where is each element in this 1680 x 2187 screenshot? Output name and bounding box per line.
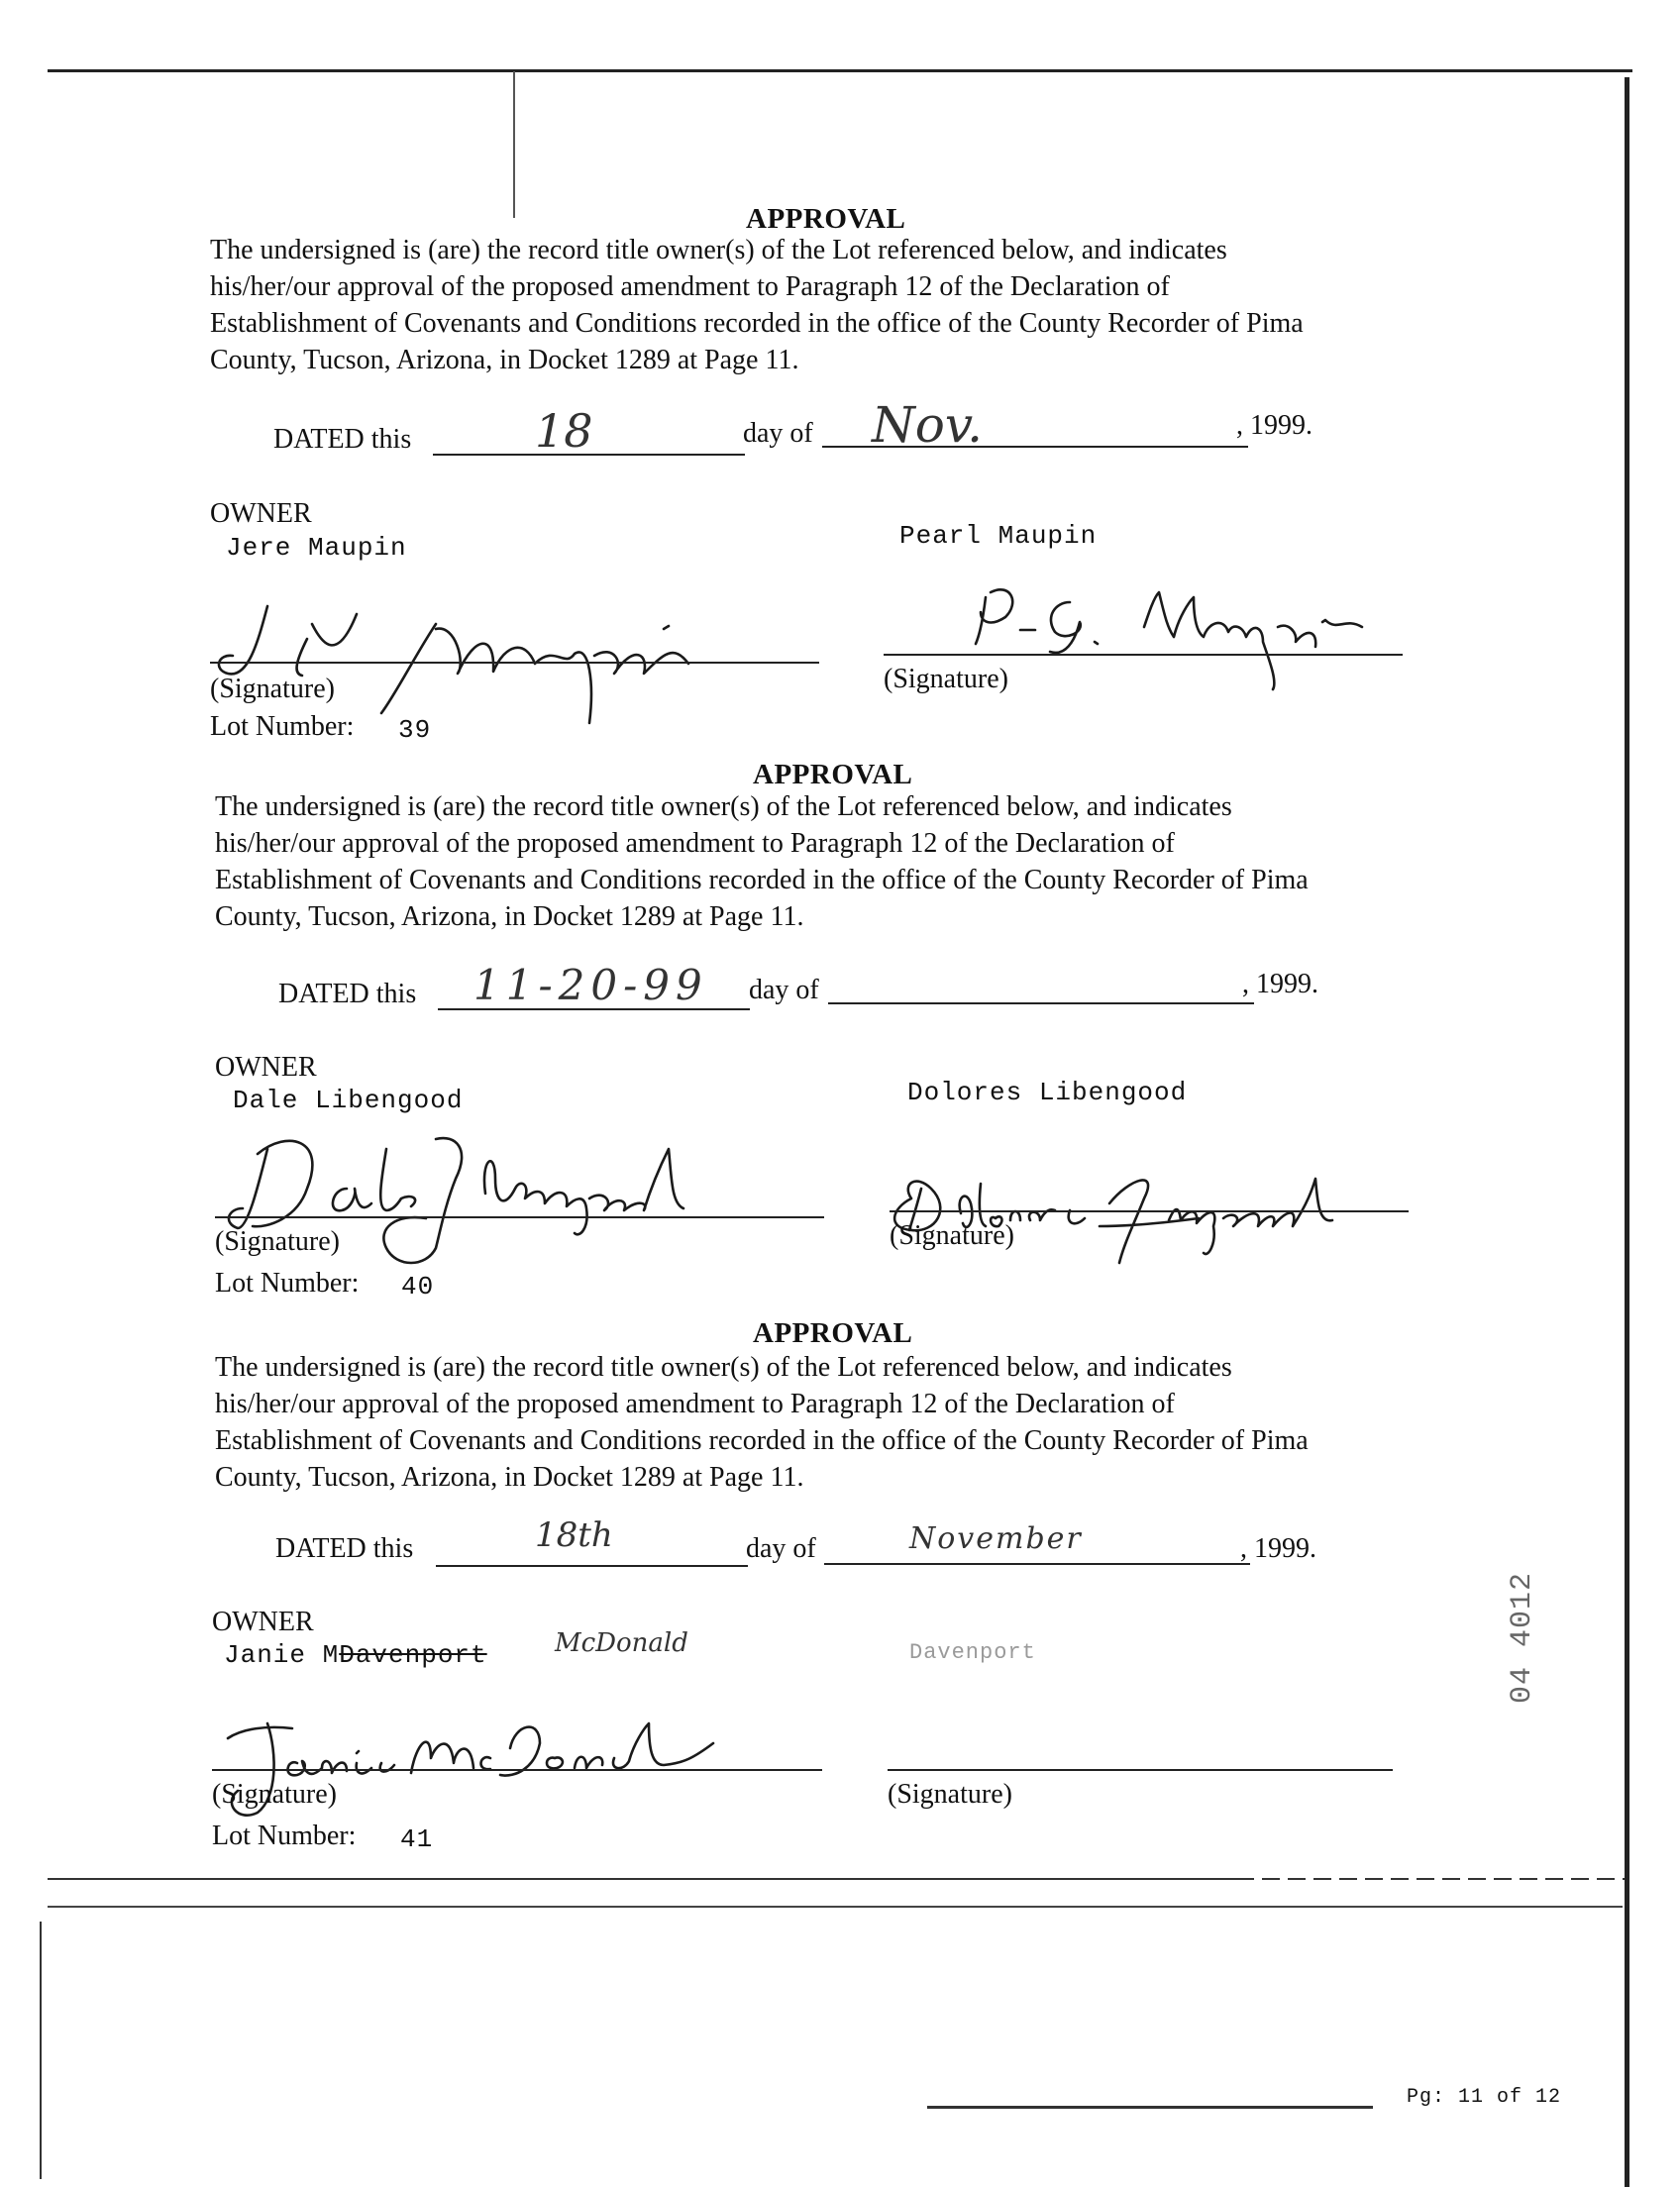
separator-dashed-line: [1236, 1878, 1625, 1880]
signature-2-line: [890, 1210, 1409, 1212]
day-blank-line: [436, 1565, 748, 1567]
lot-number-value: 41: [400, 1824, 434, 1854]
signature-1-image: [198, 1119, 753, 1288]
signature-1-line: [215, 1216, 824, 1218]
signature-2-image: [872, 1149, 1426, 1288]
footer-line: [927, 2106, 1373, 2109]
lot-number-label: Lot Number:: [212, 1821, 357, 1851]
section-heading: APPROVAL: [746, 203, 906, 235]
day-of-label: day of: [746, 1533, 816, 1564]
dated-label: DATED this: [273, 424, 412, 455]
owner-1-handwritten-correction: McDonald: [555, 1628, 688, 1658]
day-of-label: day of: [749, 975, 819, 1005]
top-fold-line: [513, 71, 515, 218]
owner-label: OWNER: [212, 1607, 314, 1637]
year-text: , 1999.: [1236, 410, 1312, 441]
day-value: 18th: [535, 1515, 613, 1555]
lot-number-label: Lot Number:: [215, 1268, 360, 1299]
section-heading: APPROVAL: [753, 1317, 913, 1349]
signature-1-line: [210, 662, 819, 664]
month-blank-line: [824, 1563, 1250, 1565]
signature-2-line: [888, 1769, 1393, 1771]
signature-2-label: (Signature): [888, 1779, 1012, 1810]
separator-line: [48, 1878, 1236, 1880]
lot-number-value: 40: [401, 1272, 435, 1302]
top-border-line: [48, 69, 1632, 72]
signature-1-line: [212, 1769, 822, 1771]
signature-1-label: (Signature): [212, 1779, 337, 1810]
owner-2-name: Dolores Libengood: [907, 1078, 1188, 1107]
approval-paragraph: The undersigned is (are) the record title owner(s) of the Lot referenced below, and indicates his/her/our approval of the proposed amendment to Paragraph 12 of the Declaration of Establishment of Covenants and Conditions recorded in the office of the County Recorder of Pima County, Tucson, Arizona, in Docket 1289 at Page 11.: [210, 235, 1304, 375]
approval-paragraph: The undersigned is (are) the record title owner(s) of the Lot referenced below, and indicates his/her/our approval of the proposed amendment to Paragraph 12 of the Declaration of Establishment of Covenants and Conditions recorded in the office of the County Recorder of Pima County, Tucson, Arizona, in Docket 1289 at Page 11.: [215, 791, 1309, 932]
owner-2-name: Pearl Maupin: [899, 521, 1098, 551]
signature-1-label: (Signature): [210, 674, 335, 704]
owner-1-name: Jere Maupin: [226, 533, 407, 563]
month-blank-line: [828, 1002, 1254, 1004]
owner-1-name: Janie MDavenport: [224, 1640, 487, 1670]
day-value: 11-20-99: [473, 961, 708, 1009]
signature-2-line: [884, 654, 1403, 656]
approval-paragraph: The undersigned is (are) the record title owner(s) of the Lot referenced below, and indicates his/her/our approval of the proposed amendment to Paragraph 12 of the Declaration of Establishment of Covenants and Conditions recorded in the office of the County Recorder of Pima County, Tucson, Arizona, in Docket 1289 at Page 11.: [215, 1352, 1309, 1493]
right-border-line: [1625, 77, 1629, 2187]
left-border-line: [40, 1922, 42, 2179]
lower-divider-line: [48, 1906, 1623, 1908]
margin-stamp: 04 4012: [1506, 1571, 1539, 1704]
signature-2-label: (Signature): [884, 664, 1008, 694]
signature-1-label: (Signature): [215, 1226, 340, 1257]
owner-label: OWNER: [210, 498, 312, 529]
year-text: , 1999.: [1240, 1533, 1316, 1564]
month-value: Nov.: [872, 396, 984, 454]
year-text: , 1999.: [1242, 969, 1318, 999]
lot-number-value: 39: [398, 715, 432, 745]
owner-1-name: Dale Libengood: [233, 1086, 464, 1115]
dated-label: DATED this: [275, 1533, 414, 1564]
owner-2-name: Davenport: [909, 1640, 1036, 1665]
owner-label: OWNER: [215, 1052, 317, 1083]
day-value: 18: [535, 404, 593, 458]
month-value: November: [909, 1521, 1083, 1556]
dated-label: DATED this: [278, 979, 417, 1009]
section-heading: APPROVAL: [753, 759, 913, 790]
page-indicator: Pg: 11 of 12: [1407, 2086, 1562, 2109]
signature-2-label: (Signature): [890, 1220, 1014, 1251]
day-of-label: day of: [743, 418, 813, 449]
lot-number-label: Lot Number:: [210, 711, 355, 742]
